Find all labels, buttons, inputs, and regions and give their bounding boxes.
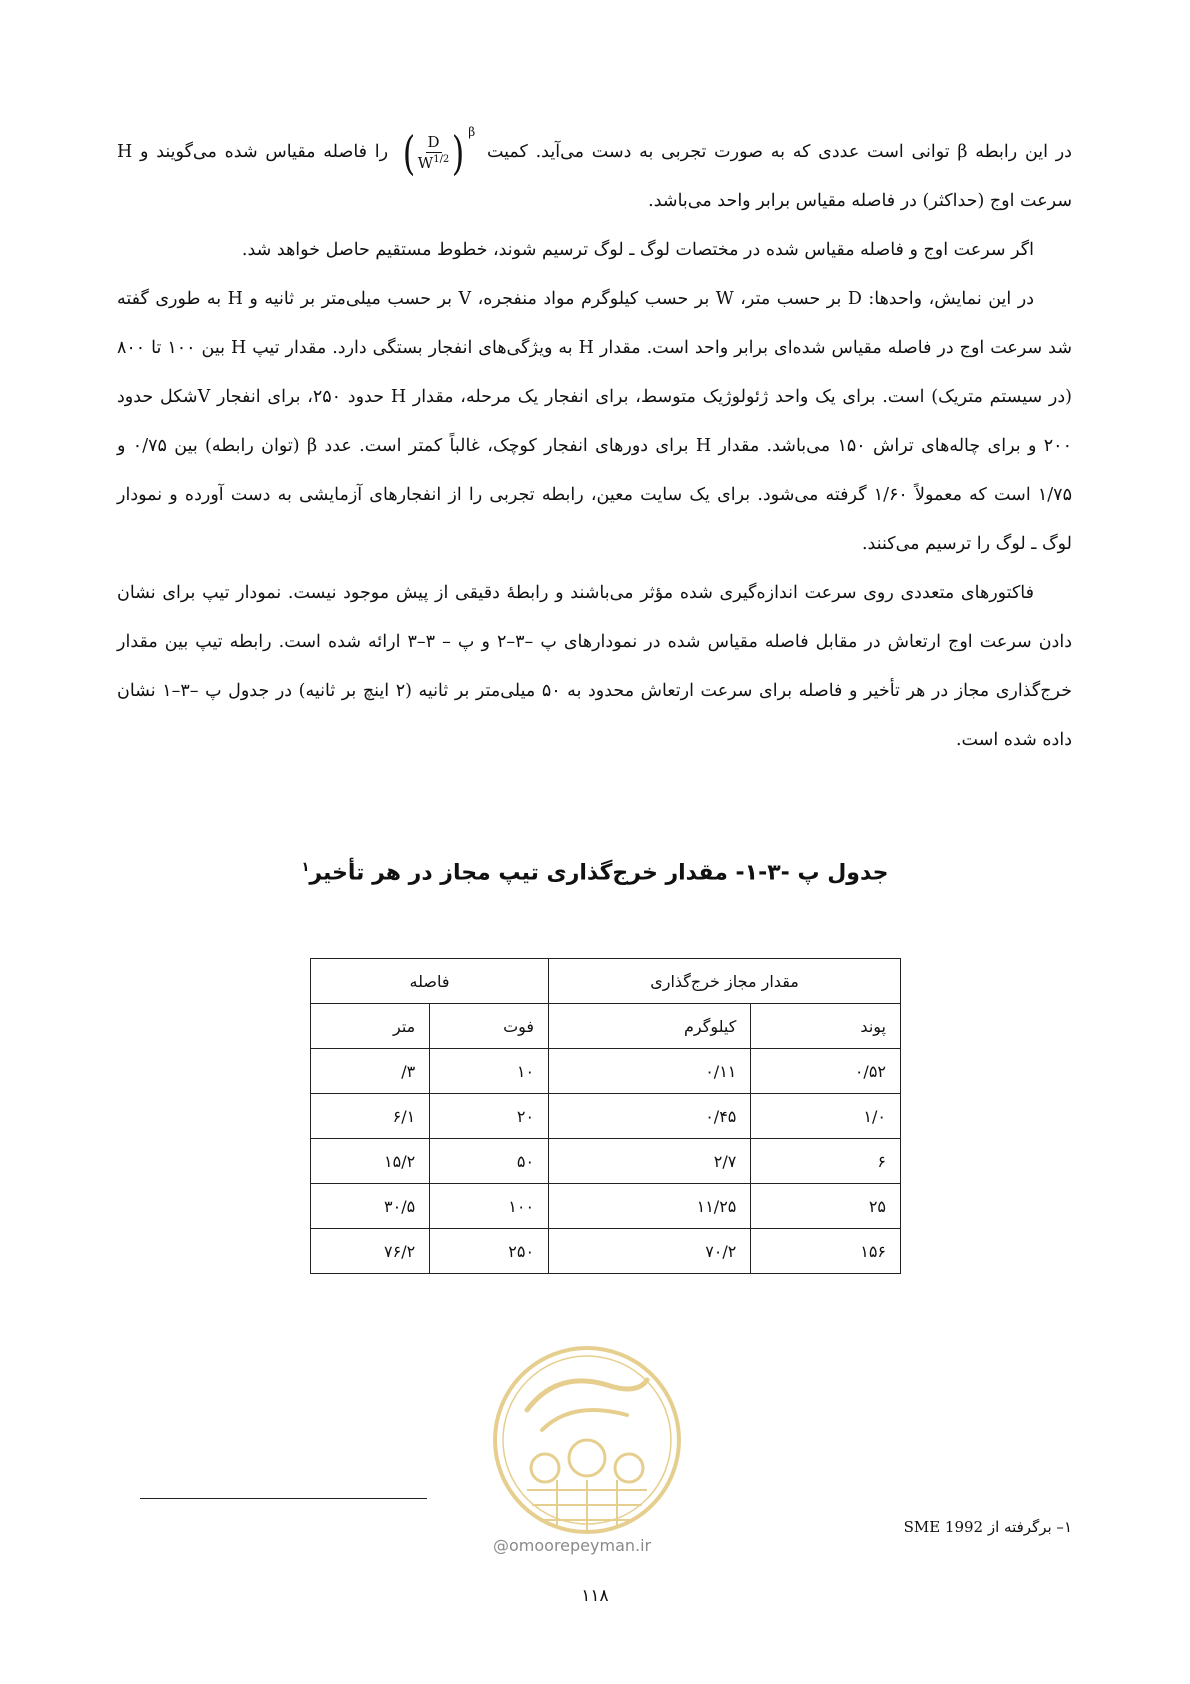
cell-meter: ۷۶/۲: [311, 1229, 430, 1274]
cell-pound: ۱/۰: [751, 1094, 901, 1139]
table-caption: [0, 860, 1190, 885]
header-meter: متر: [311, 1004, 430, 1049]
paragraph-1-start: در این رابطه β توانی است عددی که به صورت تجربی به دست می‌آید. کمیت: [486, 142, 1072, 162]
footnote-divider: [140, 1498, 427, 1499]
body-text: [117, 125, 1073, 765]
right-parenthesis: ): [451, 125, 465, 180]
formula-denominator-base: W: [417, 154, 434, 172]
caption-footnote-mark: ۱: [301, 860, 310, 875]
cell-foot: ۲۵۰: [430, 1229, 549, 1274]
table-row: [311, 1094, 901, 1139]
table-group-header-row: [311, 959, 901, 1004]
paragraph-3: در این نمایش، واحدها: D بر حسب متر، W بر حسب کیلوگرم مواد منفجره، V بر حسب میلی‌متر بر ثانیه و H به طوری گفته شد سرعت اوج در فاصله مقیاس شده‌ای برابر واحد است. مقدار H به ویژگی‌های انفجار بستگی دارد. مقدار تیپ H بین ۱۰۰ تا ۸۰۰ (در سیستم متریک) است. برای یک واحد ژئولوژیک متوسط، برای انفجار یک مرحله، مقدار H حدود ۲۵۰، برای انفجار Vشکل حدود ۲۰۰ و برای چاله‌های تراش ۱۵۰ می‌باشد. مقدار H برای دورهای انفجار کوچک، غالباً کمتر است. عدد β (توان رابطه) بین ۰/۷۵ و ۱/۷۵ است که معمولاً ۱/۶۰ گرفته می‌شود. برای یک سایت معین، رابطه تجربی را از انفجارهای آزمایشی به دست آورده و نمودار لوگ ـ لوگ را ترسیم می‌کنند.: [117, 289, 1072, 554]
cell-meter: ۳/: [311, 1049, 430, 1094]
at-icon: @: [493, 1536, 509, 1555]
cell-foot: ۵۰: [430, 1139, 549, 1184]
left-parenthesis: (: [402, 125, 416, 180]
paragraph-1: [117, 125, 1072, 226]
paragraph-1-end: را فاصله مقیاس شده می‌گویند و H سرعت اوج (حداکثر) در فاصله مقیاس برابر واحد می‌باشد.: [117, 142, 1072, 211]
formula-fraction: [418, 133, 450, 172]
cell-kilogram: ۱۱/۲۵: [549, 1184, 751, 1229]
cell-pound: ۰/۵۲: [751, 1049, 901, 1094]
page-number: ۱۱۸: [581, 1586, 609, 1606]
watermark-logo: [487, 1340, 687, 1540]
cell-foot: ۱۰: [430, 1049, 549, 1094]
cell-meter: ۱۵/۲: [311, 1139, 430, 1184]
paragraph-4: فاکتورهای متعددی روی سرعت اندازه‌گیری شده مؤثر می‌باشند و رابطهٔ دقیقی از پیش موجود نیست. نمودار تیپ برای نشان دادن سرعت اوج ارتعاش در مقابل فاصله مقیاس شده در نمودارهای پ –۳–۲ و پ – ۳–۳ ارائه شده است. رابطه تیپ بین مقدار خرج‌گذاری مجاز در هر تأخیر و فاصله برای سرعت ارتعاش محدود به ۵۰ میلی‌متر بر ثانیه (۲ اینچ بر ثانیه) در جدول پ –۳–۱ نشان داده شده است.: [117, 583, 1073, 750]
cell-kilogram: ۷۰/۲: [549, 1229, 751, 1274]
cell-pound: ۲۵: [751, 1184, 901, 1229]
table-row: [311, 1139, 901, 1184]
header-kilogram: کیلوگرم: [549, 1004, 751, 1049]
footnote: ۱– برگرفته از SME 1992: [903, 1518, 1072, 1536]
formula-denominator-exponent: 1/2: [433, 154, 450, 165]
watermark-url-text: omoorepeyman.ir: [509, 1536, 652, 1555]
formula-exponent: β: [468, 125, 476, 139]
header-distance: فاصله: [311, 959, 549, 1004]
paragraph-2: اگر سرعت اوج و فاصله مقیاس شده در مختصات لوگ ـ لوگ ترسیم شوند، خطوط مستقیم حاصل خواهد شد.: [241, 240, 1034, 260]
table-sub-header-row: [311, 1004, 901, 1049]
cell-meter: ۶/۱: [311, 1094, 430, 1139]
cell-meter: ۳۰/۵: [311, 1184, 430, 1229]
table-row: [311, 1229, 901, 1274]
table-row: [311, 1049, 901, 1094]
formula-numerator: D: [427, 133, 440, 151]
header-allowed-charge: مقدار مجاز خرج‌گذاری: [549, 959, 901, 1004]
cell-pound: ۱۵۶: [751, 1229, 901, 1274]
cell-kilogram: ۰/۴۵: [549, 1094, 751, 1139]
scaled-distance-formula: [400, 125, 476, 180]
table-caption-text: جدول پ -۳-۱- مقدار خرج‌گذاری تیپ مجاز در هر تأخیر: [309, 860, 889, 886]
cell-pound: ۶: [751, 1139, 901, 1184]
charge-distance-table: [310, 958, 901, 1274]
cell-foot: ۱۰۰: [430, 1184, 549, 1229]
table-row: [311, 1184, 901, 1229]
header-pound: پوند: [751, 1004, 901, 1049]
cell-kilogram: ۲/۷: [549, 1139, 751, 1184]
formula-denominator: [418, 153, 450, 172]
watermark-url: [493, 1536, 651, 1555]
cell-kilogram: ۰/۱۱: [549, 1049, 751, 1094]
cell-foot: ۲۰: [430, 1094, 549, 1139]
header-foot: فوت: [430, 1004, 549, 1049]
